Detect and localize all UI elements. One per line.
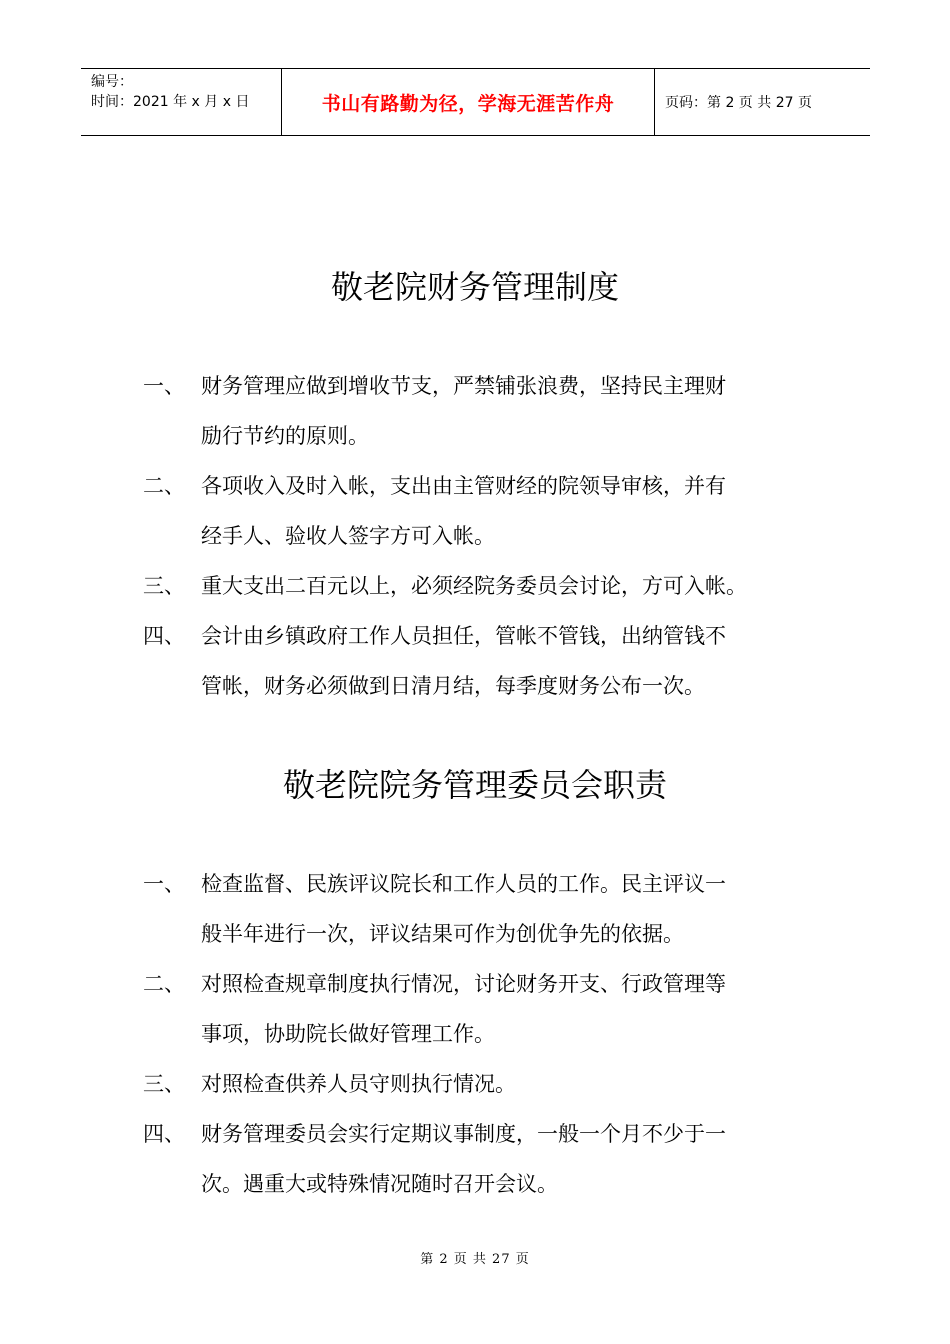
item-line: 次。遇重大或特殊情况随时召开会议。 <box>201 1172 558 1196</box>
header-motto: 书山有路勤为径，学海无涯苦作舟 <box>321 92 615 115</box>
item-line: 般半年进行一次，评议结果可作为创优争先的依据。 <box>201 922 684 946</box>
header-table <box>81 68 870 136</box>
item-line: 会计由乡镇政府工作人员担任，管帐不管钱，出纳管钱不 <box>201 624 726 648</box>
item-line: 财务管理委员会实行定期议事制度，一般一个月不少于一 <box>201 1122 726 1146</box>
header-page-info: 页码：第 2 页 共 27 页 <box>665 95 812 111</box>
header-meta-cell <box>81 69 281 135</box>
item-number: 二、 <box>143 474 185 498</box>
item-number: 三、 <box>143 1072 185 1096</box>
item-line: 检查监督、民族评议院长和工作人员的工作。民主评议一 <box>201 872 726 896</box>
item-number: 一、 <box>143 374 185 398</box>
item-line: 对照检查供养人员守则执行情况。 <box>201 1072 516 1096</box>
document-date-label: 时间：2021 年 x 月 x 日 <box>91 94 250 110</box>
item-number: 一、 <box>143 872 185 896</box>
item-line: 经手人、验收人签字方可入帐。 <box>201 524 495 548</box>
item-number: 四、 <box>143 1122 185 1146</box>
item-line: 财务管理应做到增收节支，严禁铺张浪费，坚持民主理财 <box>201 374 726 398</box>
item-line: 管帐，财务必须做到日清月结，每季度财务公布一次。 <box>201 674 705 698</box>
section-title-committee: 敬老院院务管理委员会职责 <box>282 766 667 804</box>
section-title-finance: 敬老院财务管理制度 <box>330 268 619 306</box>
item-number: 三、 <box>143 574 185 598</box>
item-line: 重大支出二百元以上，必须经院务委员会讨论，方可入帐。 <box>201 574 747 598</box>
item-line: 各项收入及时入帐，支出由主管财经的院领导审核，并有 <box>201 474 726 498</box>
header-page-cell <box>655 69 870 135</box>
page-footer: 第 2 页 共 27 页 <box>420 1252 530 1267</box>
item-line: 励行节约的原则。 <box>201 424 369 448</box>
document-number-label: 编号： <box>91 74 133 90</box>
item-number: 四、 <box>143 624 185 648</box>
header-motto-cell <box>281 69 655 135</box>
item-number: 二、 <box>143 972 185 996</box>
item-line: 事项，协助院长做好管理工作。 <box>201 1022 495 1046</box>
item-line: 对照检查规章制度执行情况，讨论财务开支、行政管理等 <box>201 972 726 996</box>
